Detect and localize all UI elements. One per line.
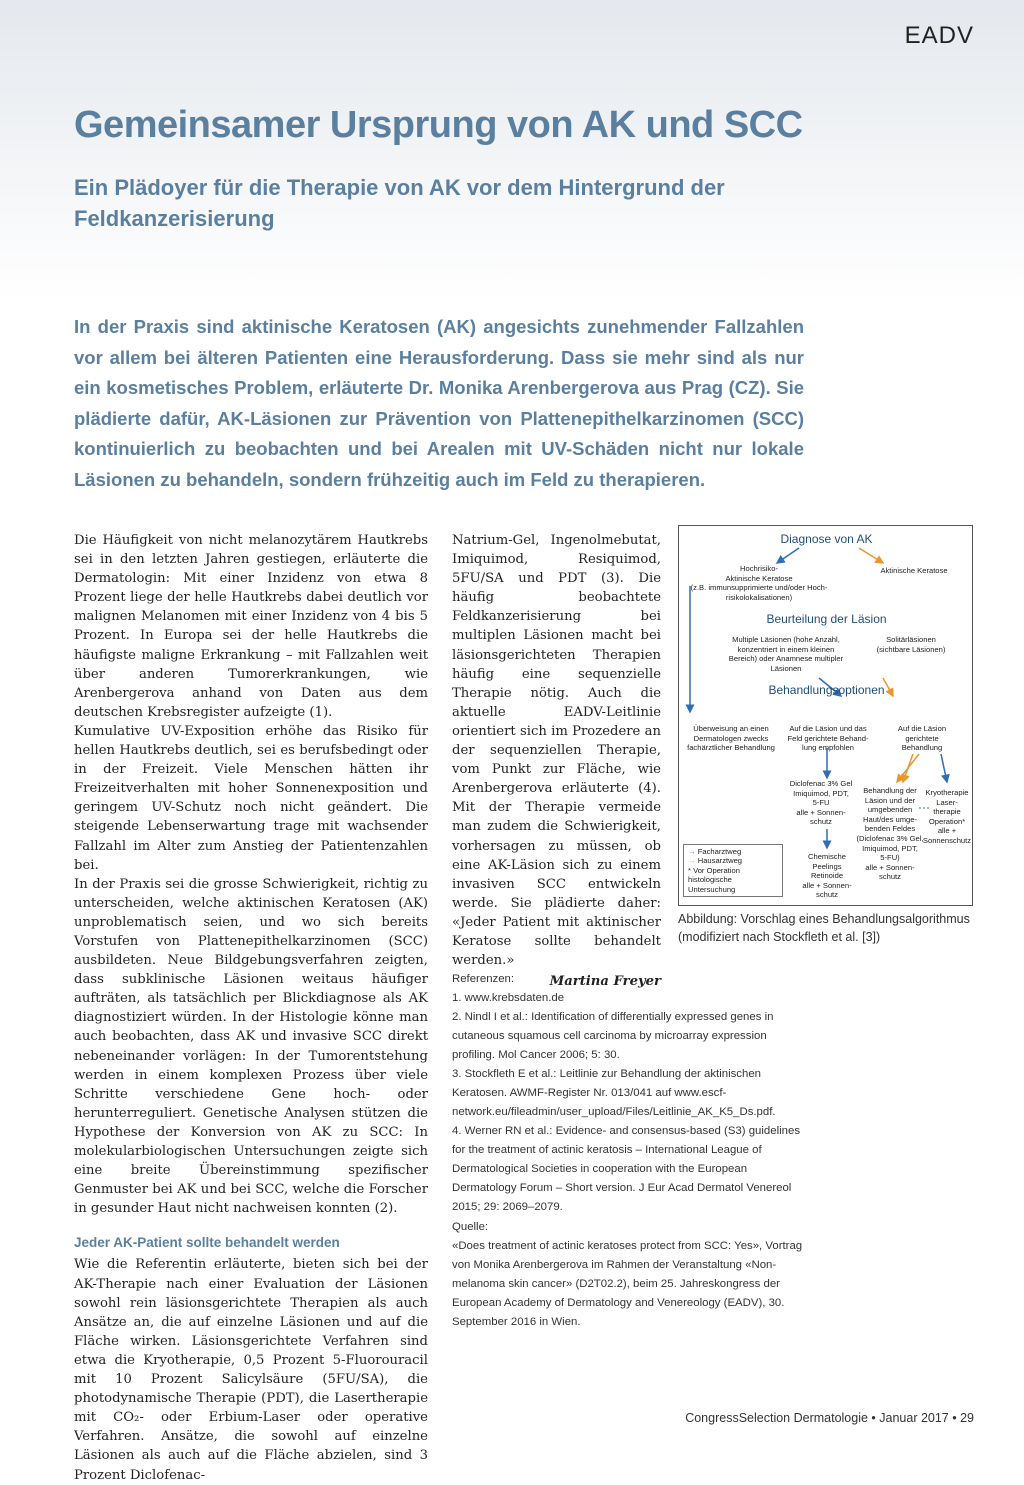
figure-caption: Abbildung: Vorschlag eines Behandlungsalgorithmus (modifiziert nach Stockfleth et al. [3]) — [678, 912, 970, 944]
arrow-specialist — [941, 754, 947, 782]
node-chemical-peelings: Chemische Peelings Retinoide alle + Sonnen- schutz — [802, 852, 852, 900]
body-column-1 — [74, 531, 428, 1485]
node-referral: Überweisung an einen Dermatologen zwecks fachärztlicher Behandlung — [687, 724, 775, 753]
lead-text: In der Praxis sind aktinische Keratosen (AK) angesichts zunehmender Fallzahlen vor allem bei älteren Patienten eine Herausforderung. Dass sie mehr sind als nur ein kosmetisches Problem, erläuterte Dr. Monika Arenbergerova aus Prag (CZ). Sie plädierte dafür, AK-Läsionen zur Prävention von Plattenepithelkarzinomen (SCC) kontinuierlich zu beobachten und bei Arealen mit UV-Schäden nicht nur lokale Läsionen zu behandeln, sondern frühzeitig auch im Feld zu therapieren. — [74, 316, 804, 490]
article-subtitle: Ein Plädoyer für die Therapie von AK vor dem Hintergrund der Feldkanzerisierung — [74, 175, 725, 231]
body-column-2 — [452, 531, 661, 991]
article-lead — [74, 312, 804, 495]
arrow-gp — [897, 754, 919, 782]
section-tag: EADV — [904, 22, 974, 49]
reference-item: 1. www.krebsdaten.de — [452, 992, 565, 1004]
paragraph: Wie die Referentin erläuterte, bieten sich bei der AK-Therapie nach einer Evaluation der Läsionen sowohl rein läsionsgerichtete Therapien als auch Ansätze an, die auf einzelne Läsionen und auf die Fläche wirken. Läsionsgerichtete Verfahren sind etwa die Kryotherapie, 0,5 Prozent 5-Fluorouracil mit 10 Prozent Salicylsäure (5FU/SA), die photodynamische Therapie (PDT), die Lasertherapie mit CO₂- oder Erbium-Laser oder operative Verfahren. Ansätze, die sowohl auf einzelne Läsionen als auch auf die Fläche abzielen, sind 3 Prozent Diclofenac- — [74, 1257, 428, 1483]
node-diclofenac: Diclofenac 3% Gel Imiquimod, PDT, 5-FU alle + Sonnen- schutz — [789, 779, 853, 827]
paragraph: Die Häufigkeit von nicht melanozytärem Hautkrebs sei in den letzten Jahren gestiegen, erläuterte die Dermatologin: Mit einer Inzidenz von etwa 8 Prozent liege der helle Hautkrebs dabei deutlich vor malignen Melanomen mit einer Inzidenz von 4 bis 5 Prozent. In Europa sei der helle Hautkrebs die häufigste maligne Erkrankung – mit Fallzahlen weit über anderen Tumorerkrankungen, wie Arenbergerova anhand von Daten aus dem deutschen Krebsregister aufzeigte (1). — [74, 533, 428, 720]
paragraph: In der Praxis sei die grosse Schwierigkeit, richtig zu unterscheiden, welche aktinischen Keratosen (AK) unproblematisch seien, und wo sich bereits Vorstufen von Plattenepithelkarzinomen (SCC) ausbildeten. Neue Bildgebungsverfahren zeigten, dass subklinische Läsionen weitaus häufiger aufträten, als tatsächlich per Blickdiagnose als AK diagnostiziert würden. In der Histologie könne man auch beobachten, dass AK und invasive SCC direkt nebeneinander vorlägen: In der Tumorentstehung werden in einem komplexen Prozess über viele Schritte verschiedene Gene hoch- oder herunterreguliert. Genetische Analysen stützen die Hypothese der Konversion von AK zu SCC: In molekularbiologischen Untersuchungen zeigte sich eine breite Übereinstimmung spezifischer Genmuster bei AK und bei SCC, welche die Forscher in gesunder Haut nicht nachweisen konnten (2). — [74, 876, 428, 1217]
article-title: Gemeinsamer Ursprung von AK und SCC — [74, 104, 803, 146]
source-text: «Does treatment of actinic keratoses protect from SCC: Yes», Vortrag von Monika Arenbergerova im Rahmen der Veranstaltung «Non-melanoma skin cancer» (D2T02.2), beim 25. Jahreskongress der European Academy of Dermatology and Venereology (EADV), 30. September 2016 in Wien. — [452, 1240, 803, 1328]
node-cryotherapy: Kryotherapie Laser- therapie Operation* alle + Sonnenschutz — [922, 788, 972, 845]
paragraph: Kumulative UV-Exposition erhöhe das Risiko für hellen Hautkrebs deutlich, sei es berufsbedingt oder in der Freizeit. Viele Menschen hätten ihr Freizeitverhalten mit hoher Sonnenexposition und geringem UV-Schutz noch nicht geändert. Die steigende Lebenserwartung trage mit wachsender Fallzahl im Alter zum Anstieg der Patientenzahlen bei. — [74, 723, 428, 873]
figure-heading-diagnosis: Diagnose von AK — [780, 532, 873, 546]
legend-specialist — [688, 847, 778, 856]
source-heading: Quelle: — [452, 1221, 489, 1233]
arrow-gp — [859, 548, 883, 563]
node-high-risk-ak: Hochrisiko- Aktinische Keratose (z.B. immunsupprimierte und/oder Hoch- risikolokalisationen) — [690, 564, 828, 602]
reference-item: 2. Nindl I et al.: Identification of differentially expressed genes in cutaneous squamous cell carcinoma by microarray expression profiling. Mol Cancer 2006; 5: 30. — [452, 1011, 774, 1061]
legend-label: Hausarztweg — [697, 856, 743, 866]
source — [452, 1218, 804, 1332]
arrow-icon: → — [688, 847, 696, 856]
author-name: Martina Freyer — [549, 974, 661, 990]
legend-note: * Vor Operation histologische Untersuchung — [688, 865, 740, 894]
legend-gp — [688, 856, 778, 865]
node-lesion-surround: Behandlung der Läsion und der umgebenden Haut/des umge- benden Feldes (Diclofenac 3% Gel, Imiquimod, PDT, 5-FU) alle + Sonnen- schutz — [856, 786, 924, 882]
reference-item: 3. Stockfleth E et al.: Leitlinie zur Behandlung der aktinischen Keratosen. AWMF-Register Nr. 013/041 auf www.escf-network.eu/fileadmin/user_upload/Files/Leitlinie_AK_K5_Ds.pdf. — [452, 1068, 776, 1118]
node-lesion-field-treatment: Auf die Läsion und das Feld gerichtete Behand- lung empfohlen — [787, 724, 869, 753]
reference-item: 4. Werner RN et al.: Evidence- and consensus-based (S3) guidelines for the treatment of actinic keratosis – International League of Dermatological Societies in cooperation with the European Dermatology Forum – Short version. J Eur Acad Dermatol Venereol 2015; 29: 2069–2079. — [452, 1125, 801, 1213]
figure-legend — [683, 844, 783, 897]
page-footer: CongressSelection Dermatologie • Januar 2017 • 29 — [685, 1411, 974, 1425]
references-heading: Referenzen: — [452, 973, 515, 985]
section-heading: Jeder AK-Patient sollte behandelt werden — [74, 1235, 340, 1251]
arrow-icon: → — [688, 856, 696, 866]
references — [452, 970, 804, 1217]
figure-heading-assessment: Beurteilung der Läsion — [766, 612, 887, 626]
node-actinic-keratosis: Aktinische Keratose — [880, 566, 948, 575]
legend-label: Facharztweg — [697, 847, 742, 856]
header-band — [0, 0, 1024, 300]
arrow-specialist — [777, 548, 799, 563]
node-solitary-lesions: Solitärläsionen (sichtbare Läsionen) — [876, 635, 946, 654]
figure-heading-treatment: Behandlungsoptionen — [768, 683, 885, 697]
paragraph: Natrium-Gel, Ingenolmebutat, Imiquimod, Resiquimod, 5FU/SA und PDT (3). Die häufig beobachtete Feldkanzerisierung bei multiplen Läsionen macht bei läsionsgerichteten Therapien häufig eine sequenzielle Therapie nötig. Auch die aktuelle EADV-Leitlinie orientiert sich im Prozedere an der sequenziellen Therapie, vom Punkt zur Fläche, wie Arenbergerova erläuterte (4). Mit der Therapie vermeide man zudem die Schwierigkeit, vorhersagen zu müssen, ob eine AK-Läsion sich zu einem invasiven SCC entwickeln werde. Sie plädierte daher: «Jeder Patient mit aktinischer Keratose sollte behandelt werden.» — [452, 533, 661, 969]
node-multiple-lesions: Multiple Läsionen (hohe Anzahl, konzentriert in einem kleinen Bereich) oder Anamnese multipler Läsionen — [728, 635, 844, 673]
treatment-algorithm-figure — [678, 525, 973, 906]
node-lesion-treatment: Auf die Läsion gerichtete Behandlung — [897, 724, 947, 753]
